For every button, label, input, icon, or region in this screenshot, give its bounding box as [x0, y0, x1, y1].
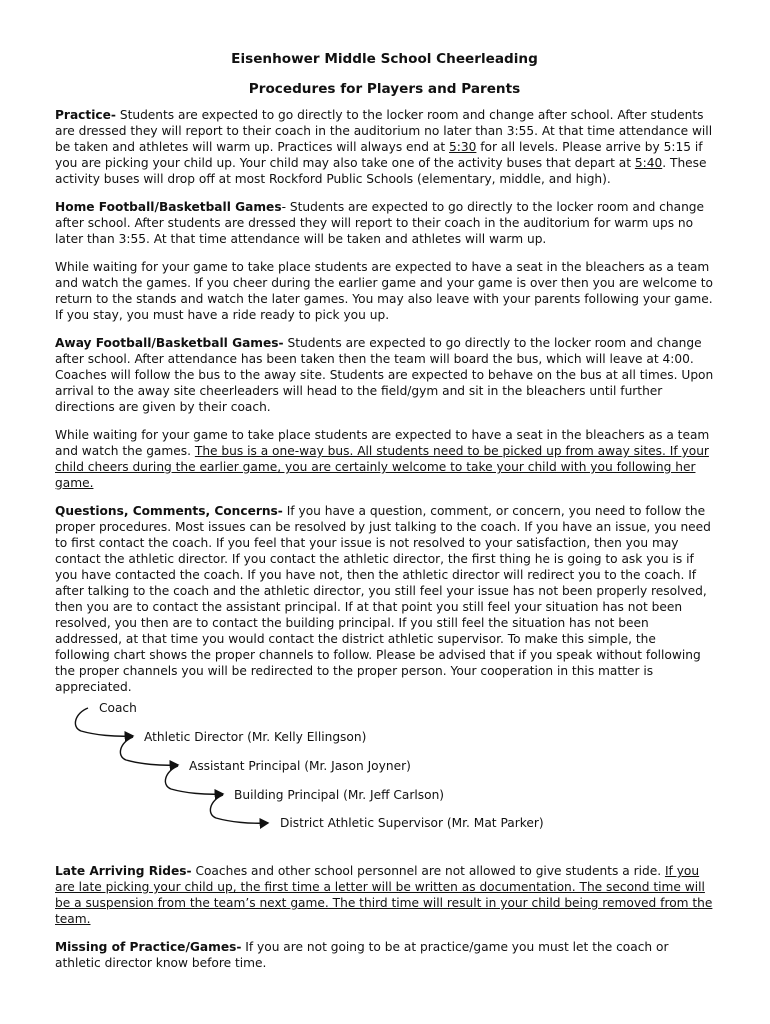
away-games-text: Students are expected to go directly to the locker room and change after school. After attendance has been taken then the team will board the bus, which will leave at 4:00. Coaches will follow the bus to the away site. Students are expected to behave on the bus at all times. Upon arrival to the away site cheerleaders will head to the field/gym and sit in the bleachers until further directions are given by their coach. [55, 336, 714, 414]
practice-end-time: 5:30 [449, 140, 477, 154]
practice-section [55, 107, 714, 187]
away-waiting-text: While waiting for your game to take place students are expected to have a seat in the bleachers as a team and watch the games. [55, 428, 710, 458]
practice-text-1: Students are expected to go directly to the locker room and change after school. After students are dressed they will report to their coach in the auditorium no later than 3:55. At that time attendance will be taken and athletes will warm up. Practices will always end at [55, 108, 713, 154]
practice-heading: Practice- [55, 108, 116, 122]
missing-section [55, 939, 714, 971]
questions-heading: Questions, Comments, Concerns- [55, 504, 283, 518]
chain-level-assistant-principal: Assistant Principal (Mr. Jason Joyner) [189, 759, 411, 773]
chain-of-command-chart [55, 703, 714, 863]
chain-level-building-principal: Building Principal (Mr. Jeff Carlson) [234, 788, 445, 802]
missing-text: If you are not going to be at practice/game you must let the coach or athletic director know before time. [55, 940, 669, 970]
late-rides-underlined: If you are late picking your child up, the first time a letter will be written as documentation. The second time will be a suspension from the team’s next game. The third time will result in your child being removed from the team. [55, 864, 713, 926]
late-rides-text: Coaches and other school personnel are not allowed to give students a ride. [191, 864, 665, 878]
home-waiting-paragraph: While waiting for your game to take place students are expected to have a seat in the bleachers as a team and watch the games. If you cheer during the earlier game and your game is over then you are welcome to return to the stands and watch the later games. You may also leave with your parents following your game. If you stay, you must have a ride ready to pick you up. [55, 260, 713, 322]
late-rides-section [55, 863, 714, 927]
late-rides-heading: Late Arriving Rides- [55, 864, 192, 878]
home-games-section [55, 199, 714, 247]
chain-level-coach: Coach [99, 701, 137, 715]
away-waiting-paragraph [55, 427, 714, 491]
practice-text-3: . These activity buses will drop off at most Rockford Public Schools (elementary, middle, and high). [55, 156, 707, 186]
chain-arrows [55, 703, 575, 863]
missing-heading: Missing of Practice/Games- [55, 940, 242, 954]
home-games-heading: Home Football/Basketball Games [55, 200, 282, 214]
away-games-heading: Away Football/Basketball Games- [55, 336, 284, 350]
document-title: Eisenhower Middle School Cheerleading [231, 51, 538, 67]
practice-bus-time: 5:40 [634, 156, 663, 170]
questions-section [55, 503, 714, 695]
questions-text: If you have a question, comment, or concern, you need to follow the proper procedures. Most issues can be resolved by just talking to the coach. If you have an issue, you need to first contact the coach. If you feel that your issue is not resolved to your satisfaction, then you may contact the athletic director. If you contact the athletic director, the first thing he is going to ask you is if you have contacted the coach. If you have not, then the athletic director will redirect you to the coach. If after talking to the coach and the athletic director, you still feel your issue has not been properly resolved, then you are to contact the assistant principal. If at that point you still feel your situation has not been resolved, you then are to contact the building principal. If you still feel the situation has not been addressed, at that time you would contact the district athletic supervisor. To make this simple, the following chart shows the proper channels to follow. Please be advised that if you speak without following the proper channels you will be redirected to the proper person. Your cooperation in this matter is appreciated. [55, 504, 711, 694]
away-games-section [55, 335, 714, 415]
away-waiting-underlined: The bus is a one-way bus. All students need to be picked up from away sites. If your child cheers during the earlier game, you are certainly welcome to take your child with you following her game. [55, 444, 709, 490]
chain-level-district-supervisor: District Athletic Supervisor (Mr. Mat Parker) [280, 816, 544, 830]
chain-level-athletic-director: Athletic Director (Mr. Kelly Ellingson) [144, 730, 367, 744]
document-subtitle: Procedures for Players and Parents [248, 81, 521, 97]
home-games-text: - Students are expected to go directly to the locker room and change after school. After students are dressed they will report to their coach in the auditorium for warm ups no later than 3:55. At that time attendance will be taken and athletes will warm up. [55, 200, 705, 246]
practice-text-2: for all levels. Please arrive by 5:15 if you are picking your child up. Your child may also take one of the activity buses that depart at [55, 140, 703, 170]
